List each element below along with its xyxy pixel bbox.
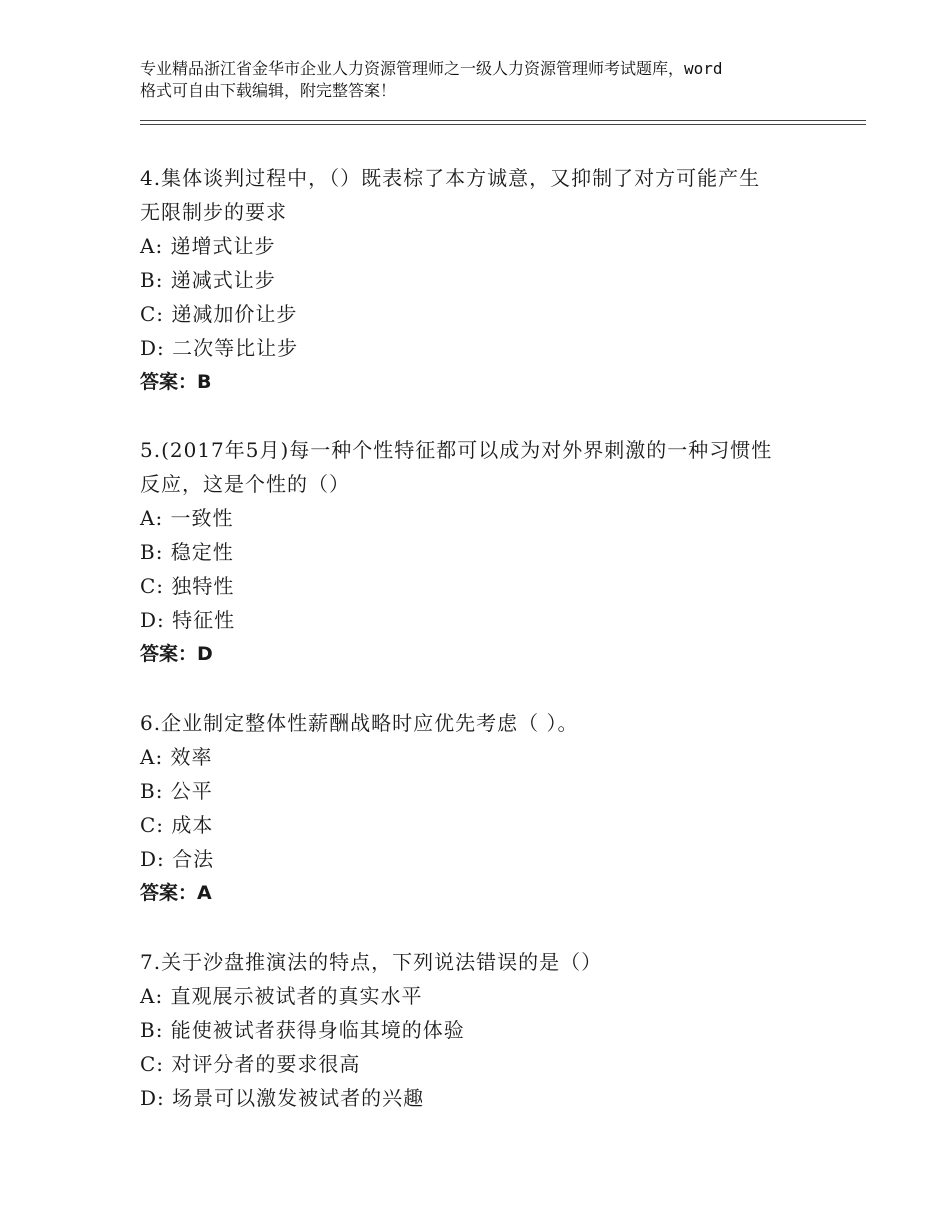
option-c: C: 成本 [140,813,214,837]
option-d: D: 合法 [140,847,215,871]
option-a: A: 直观展示被试者的真实水平 [140,984,423,1008]
option-a: A: 一致性 [140,506,234,530]
question-stem: 7.关于沙盘推演法的特点，下列说法错误的是（） [140,950,603,974]
header-divider-bottom [140,124,866,125]
question-stem-continued: 反应，这是个性的（） [140,472,350,496]
document-header [140,58,840,102]
option-b: B: 稳定性 [140,540,234,564]
option-b: B: 能使被试者获得身临其境的体验 [140,1018,465,1042]
option-d: D: 二次等比让步 [140,336,299,360]
option-c: C: 递减加价让步 [140,302,298,326]
answer: 答案：D [140,643,213,665]
option-a: A: 效率 [140,745,213,769]
question-6 [140,706,820,910]
question-stem: 4.集体谈判过程中，（）既表棕了本方诚意，又抑制了对方可能产生 [140,166,761,190]
answer: 答案：B [140,371,212,393]
option-b: B: 递减式让步 [140,268,276,292]
option-b: B: 公平 [140,779,213,803]
question-stem: 5.(2017年5月)每一种个性特征都可以成为对外界刺激的一种习惯性 [140,438,773,462]
question-stem-continued: 无限制步的要求 [140,200,287,224]
option-d: D: 场景可以激发被试者的兴趣 [140,1086,425,1110]
option-c: C: 独特性 [140,574,235,598]
option-a: A: 递增式让步 [140,234,276,258]
header-line-1: 专业精品浙江省金华市企业人力资源管理师之一级人力资源管理师考试题库，word [140,59,723,78]
header-divider-top [140,120,866,121]
header-line-2: 格式可自由下载编辑，附完整答案！ [140,81,397,100]
answer: 答案：A [140,882,212,904]
question-stem: 6.企业制定整体性薪酬战略时应优先考虑（ ）。 [140,711,579,735]
question-4 [140,161,820,399]
question-7 [140,945,820,1115]
option-c: C: 对评分者的要求很高 [140,1052,361,1076]
option-d: D: 特征性 [140,608,236,632]
question-5 [140,433,820,671]
